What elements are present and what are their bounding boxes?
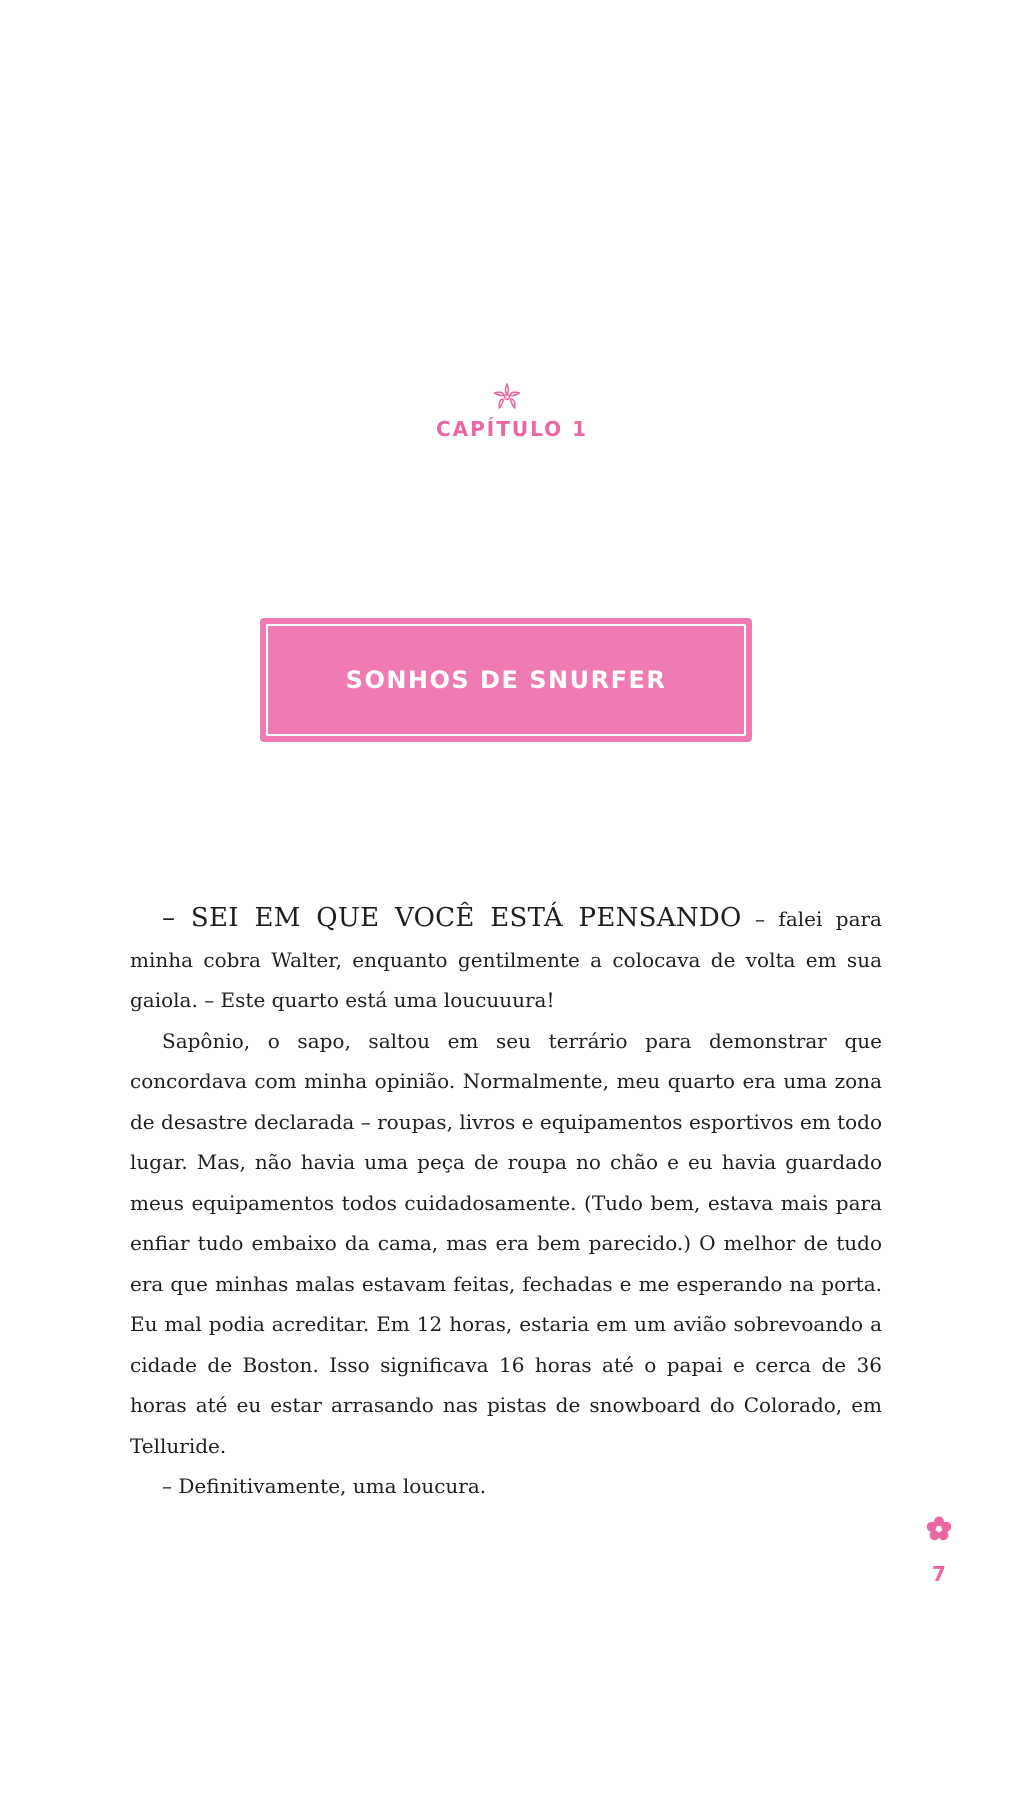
flower-solid-icon [925, 1515, 953, 1543]
chapter-title-frame [266, 624, 746, 736]
paragraph-2: Sapônio, o sapo, saltou em seu terrário para demonstrar que concordava com minha opinião. Normalmente, meu quarto era uma zona de desastre declarada – roupas, livros e equipamentos esportivos em todo lugar. Mas, não havia uma peça de roupa no chão e eu havia guardado meus equipamentos todos cuidadosamente. (Tudo bem, estava mais para enfiar tudo embaixo da cama, mas era bem parecido.) O melhor de tudo era que minhas malas estavam feitas, fechadas e me esperando na porta. Eu mal podia acreditar. Em 12 horas, estaria em um avião sobrevoando a cidade de Boston. Isso significava 16 horas até o papai e cerca de 36 horas até eu estar arrasando nas pistas de snowboard do Colorado, em Telluride. [130, 1028, 882, 1458]
page-number: 7 [932, 1562, 946, 1586]
paragraph-1-lead: – SEI EM QUE VOCÊ ESTÁ PENSANDO [162, 903, 742, 933]
chapter-title: SONHOS DE SNURFER [345, 666, 667, 694]
paragraph-1-rest: – falei para minha cobra Walter, enquanto gentilmente a colocava de volta em sua gaiola. – Este quarto está uma loucuuura! [130, 907, 882, 1012]
chapter-title-box [260, 618, 752, 742]
flower-outline-icon [491, 381, 523, 413]
paragraph-3: – Definitivamente, uma loucura. [162, 1474, 487, 1498]
paragraph-1 [130, 898, 882, 1021]
body-text [130, 898, 882, 1507]
chapter-label: CAPÍTULO 1 [435, 417, 589, 441]
